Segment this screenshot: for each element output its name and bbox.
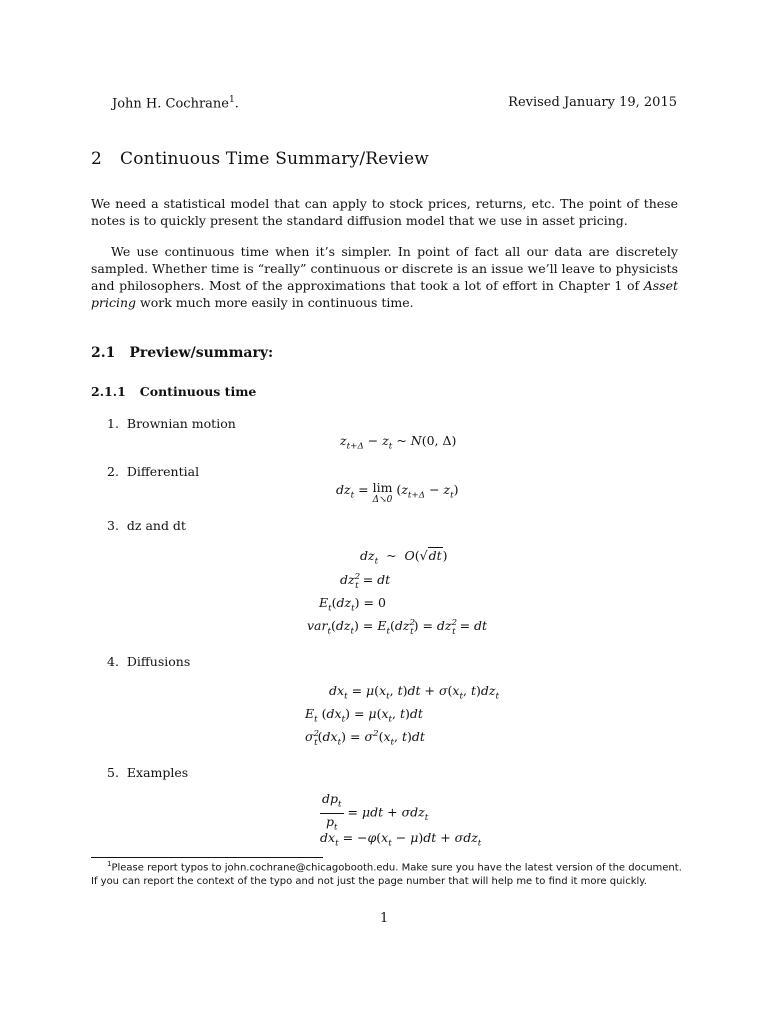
equation-price-process: $\frac{dp_t}{p_t}$ = μdt + σdz$_t$: [322, 791, 429, 832]
list-item-number: 4.: [107, 654, 119, 669]
author-footnote-mark: 1: [228, 95, 235, 105]
author-line: [112, 95, 239, 111]
section-number: 2: [91, 149, 103, 169]
list-item-number: 5.: [107, 765, 119, 780]
list-item-number: 3.: [107, 518, 119, 533]
paragraph-intro: We need a statistical model that can apply to stock prices, returns, etc. The point of these notes is to quickly present the standard diffusion model that we use in asset pricing.: [91, 196, 678, 228]
subsection-heading: [91, 345, 273, 361]
list-item: [107, 765, 188, 780]
list-item: [107, 416, 236, 431]
equation-dz-order: $dz_t$ ~ O(√dt): [360, 548, 448, 567]
subsection-title: Preview/summary:: [129, 345, 274, 361]
paragraph-text-after: work much more easily in continuous time.: [136, 295, 414, 310]
subsubsection-title: Continuous time: [139, 384, 257, 399]
subsubsection-heading: [91, 384, 256, 399]
revised-date: Revised January 19, 2015: [508, 95, 677, 110]
section-heading: [91, 149, 429, 169]
equation-brownian-motion: $z_{t+\Delta} - z_t$ ~ N(0, Δ): [340, 433, 457, 452]
footnote-line-2: If you can report the context of the typo and not just the page number that will help me to find it more quickly.: [91, 876, 647, 887]
paragraph-continuous-time: [91, 243, 678, 311]
paragraph-text-before: We use continuous time when it’s simpler. In point of fact all our data are discretely sampled. Whether time is “really” continuous or discrete is an issue we’ll leave to physicists and philosophers. Most of the approximations that took a lot of effort in Chapter 1 of: [91, 244, 678, 293]
subsection-number: 2.1: [91, 345, 116, 361]
equation-diffusion: $dx_t = \mu(x_t$, $t)dt + \sigma(x_t$, $t)dz_t$: [329, 683, 500, 702]
list-item-label: Examples: [126, 765, 189, 780]
equation-differential: $dz_t = \lim$ Δ↘0 $(z_{t+\Delta} - z_t)$: [336, 480, 459, 505]
page-number: 1: [380, 911, 389, 926]
footnote-rule: [91, 857, 323, 858]
author-name: John H. Cochrane: [112, 96, 229, 112]
list-item: [107, 518, 186, 533]
list-item-label: Differential: [126, 464, 200, 479]
list-item-label: Diffusions: [126, 654, 191, 669]
footnote-mark: 1: [107, 860, 112, 868]
equation-diffusion-mean: $E_t$ $(dx_t) = \mu(x_t$, t)dt: [305, 706, 423, 725]
list-item: [107, 464, 199, 479]
subsubsection-number: 2.1.1: [91, 384, 126, 399]
list-item-label: Brownian motion: [126, 416, 236, 431]
author-suffix: .: [234, 96, 239, 112]
footnote-text-1: Please report typos to john.cochrane@chicagobooth.edu. Make sure you have the latest version of the document.: [111, 862, 682, 874]
list-item-number: 2.: [107, 464, 119, 479]
list-item-number: 1.: [107, 416, 119, 431]
book-title: Asset pricing: [91, 278, 678, 310]
equation-diffusion-variance: $\sigma^2_t(dx_t) = \sigma^2(x_t$, t)dt: [305, 729, 425, 748]
equation-dz-squared: $dz^2_t$ = dt: [340, 572, 391, 591]
equation-variance-dz: $var_t(dz_t) = E_t(dz^2_t) = dz^2_t$ = dt: [307, 618, 488, 637]
list-item: [107, 654, 190, 669]
equation-mean-reversion: $dx_t = -\varphi(x_t - \mu)dt + \sigma dz_t$: [320, 830, 482, 849]
footnote-line-1: [107, 860, 682, 873]
list-item-label: dz and dt: [126, 518, 186, 533]
section-title: Continuous Time Summary/Review: [120, 149, 430, 169]
equation-expectation-dz: $E_t(dz_t) = 0$: [319, 595, 386, 614]
